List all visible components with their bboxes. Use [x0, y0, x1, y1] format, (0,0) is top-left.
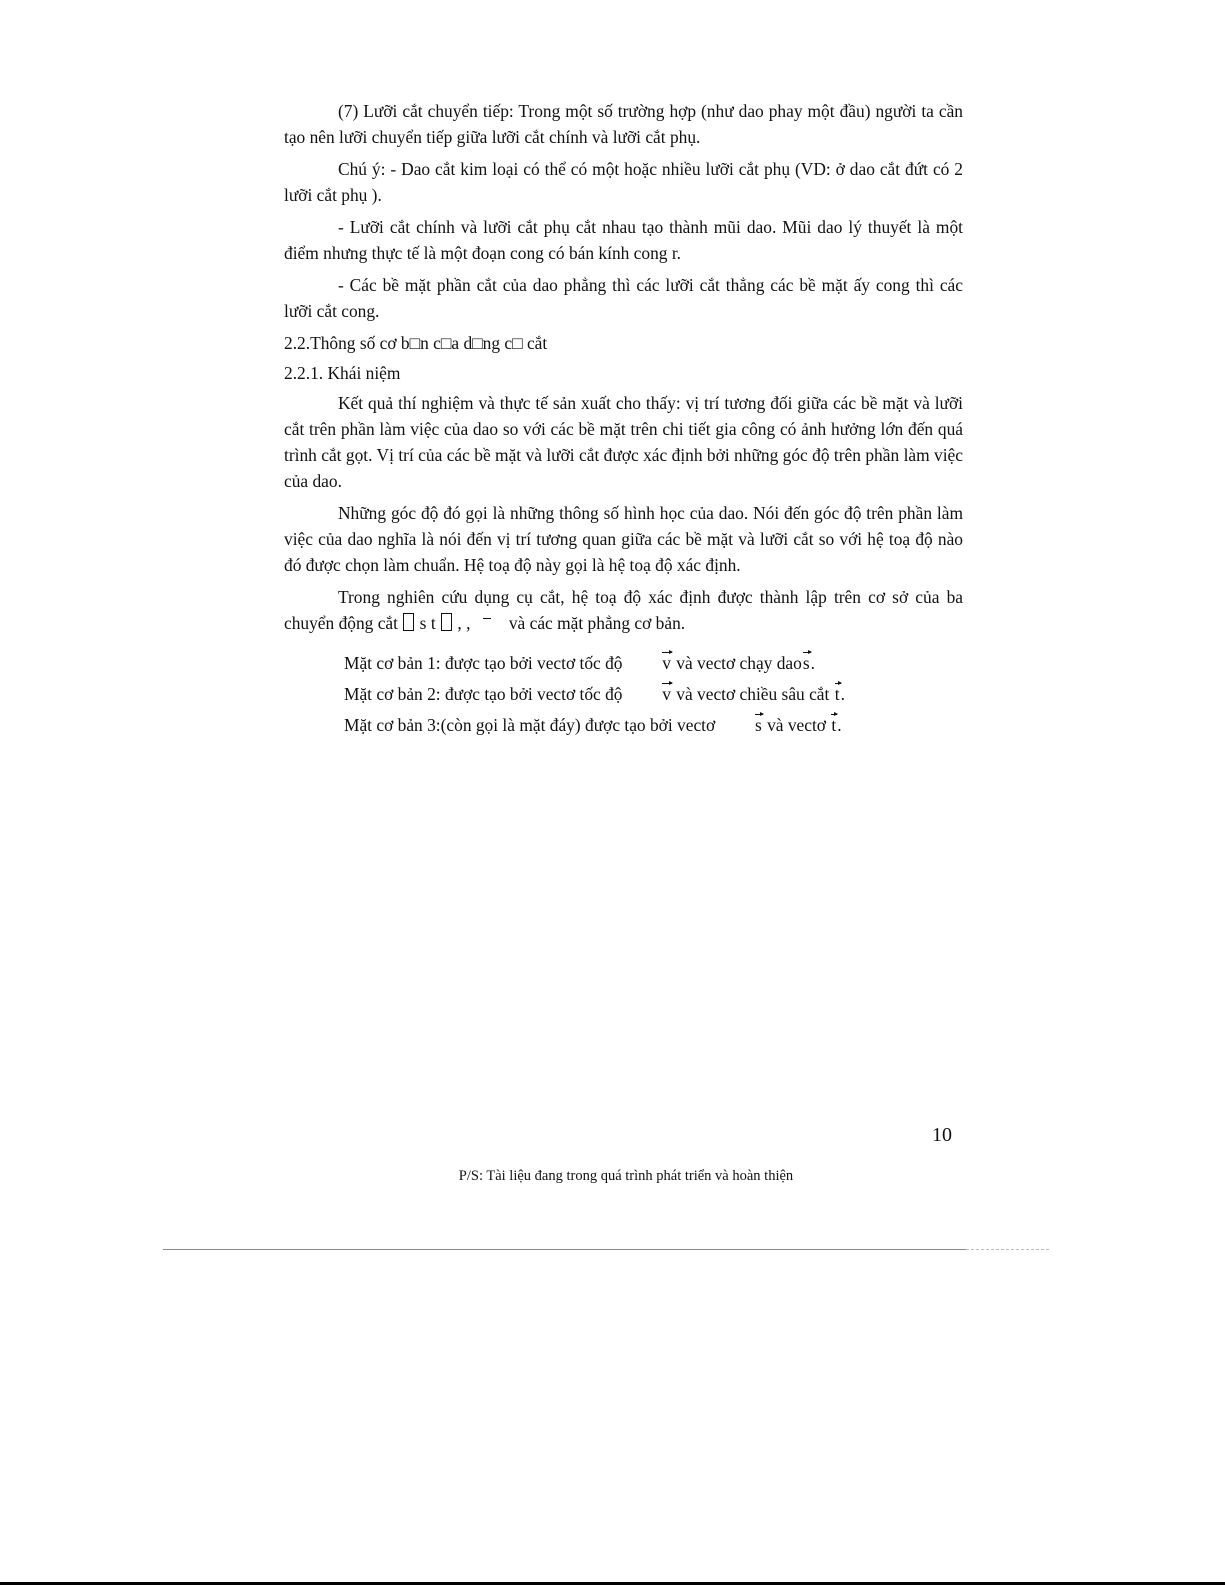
coordinate-intro: Trong nghiên cứu dụng cụ cắt, hệ toạ độ xác định được thành lập trên cơ sở của ba chuyển động cắt	[284, 587, 963, 633]
basic-plane-1	[284, 648, 963, 679]
symbol-commas: , ,	[457, 613, 471, 633]
basic-plane-suffix: .	[840, 684, 845, 704]
page-number: 10	[932, 1124, 952, 1146]
velocity-vector: v	[661, 679, 672, 710]
paragraph-tool-tip: - Lưỡi cắt chính và lưỡi cắt phụ cắt nhau tạo thành mũi dao. Mũi dao lý thuyết là một điểm nhưng thực tế là một đoạn cong có bán kính cong r.	[284, 217, 963, 263]
basic-plane-3	[284, 710, 963, 741]
paragraph-experiment-results: Kết quả thí nghiệm và thực tế sản xuất cho thấy: vị trí tương đối giữa các bề mặt và lưỡi cắt trên phần làm việc của dao so với các bề mặt trên chi tiết gia công có ảnh hưởng lớn đến quá trình cắt gọt. Vị trí của các bề mặt và lưỡi cắt được xác định bởi những góc độ trên phần làm việc của dao.	[284, 393, 963, 491]
coordinate-ending: và các mặt phẳng cơ bản.	[508, 613, 686, 633]
paragraph-geometric-parameters: Những góc độ đó gọi là những thông số hình học của dao. Nói đến góc độ trên phần làm việc của dao nghĩa là nói đến vị trí tương quan giữa các bề mặt và lưỡi cắt so với hệ toạ độ nào đó được chọn làm chuẩn. Hệ toạ độ này gọi là hệ toạ độ xác định.	[284, 503, 963, 575]
basic-plane-prefix: Mặt cơ bản 2: được tạo bởi vectơ tốc độ	[344, 684, 623, 704]
velocity-vector: v	[661, 648, 672, 679]
footer-divider-tail	[966, 1249, 1050, 1250]
paragraph-note: Chú ý: - Dao cắt kim loại có thể có một hoặc nhiều lưỡi cắt phụ (VD: ở dao cắt đứt có 2 lưỡi cắt phụ ).	[284, 159, 963, 205]
basic-plane-middle: và vectơ	[767, 715, 827, 735]
basic-plane-suffix: .	[810, 653, 815, 673]
feed-symbol: s	[419, 613, 427, 633]
footer-note: P/S: Tài liệu đang trong quá trình phát triển và hoàn thiện	[458, 1168, 794, 1184]
basic-plane-2	[284, 679, 963, 710]
depth-symbol: t	[430, 613, 436, 633]
feed-vector: s	[802, 648, 811, 679]
vector-arrow-mark	[483, 618, 491, 619]
feed-vector: s	[754, 710, 763, 741]
paragraph-cutting-surfaces: - Các bề mặt phần cắt của dao phẳng thì các lưỡi cắt thẳng các bề mặt ấy cong thì các lưỡi cắt cong.	[284, 275, 963, 321]
missing-glyph-box	[441, 613, 452, 631]
basic-plane-prefix: Mặt cơ bản 1: được tạo bởi vectơ tốc độ	[344, 653, 623, 673]
depth-vector: t	[834, 679, 841, 710]
paragraph-transition-edge: (7) Lưỡi cắt chuyển tiếp: Trong một số trường hợp (như dao phay một đầu) người ta cần tạo nên lưỡi chuyển tiếp giữa lưỡi cắt chính và lưỡi cắt phụ.	[284, 101, 963, 147]
basic-plane-middle: và vectơ chạy dao	[676, 653, 802, 673]
missing-glyph-box	[403, 613, 414, 631]
page-content	[284, 98, 963, 741]
depth-vector: t	[830, 710, 837, 741]
section-heading: 2.2.Thông số cơ b□n c□a d□ng c□ cắt	[284, 333, 548, 353]
footer-divider	[163, 1249, 966, 1250]
basic-plane-prefix: Mặt cơ bản 3:(còn gọi là mặt đáy) được tạo bởi vectơ	[344, 715, 716, 735]
subsection-heading: 2.2.1. Khái niệm	[284, 363, 401, 383]
basic-plane-suffix: .	[837, 715, 842, 735]
basic-plane-middle: và vectơ chiều sâu cắt	[676, 684, 830, 704]
paragraph-coordinate-system	[284, 584, 963, 636]
